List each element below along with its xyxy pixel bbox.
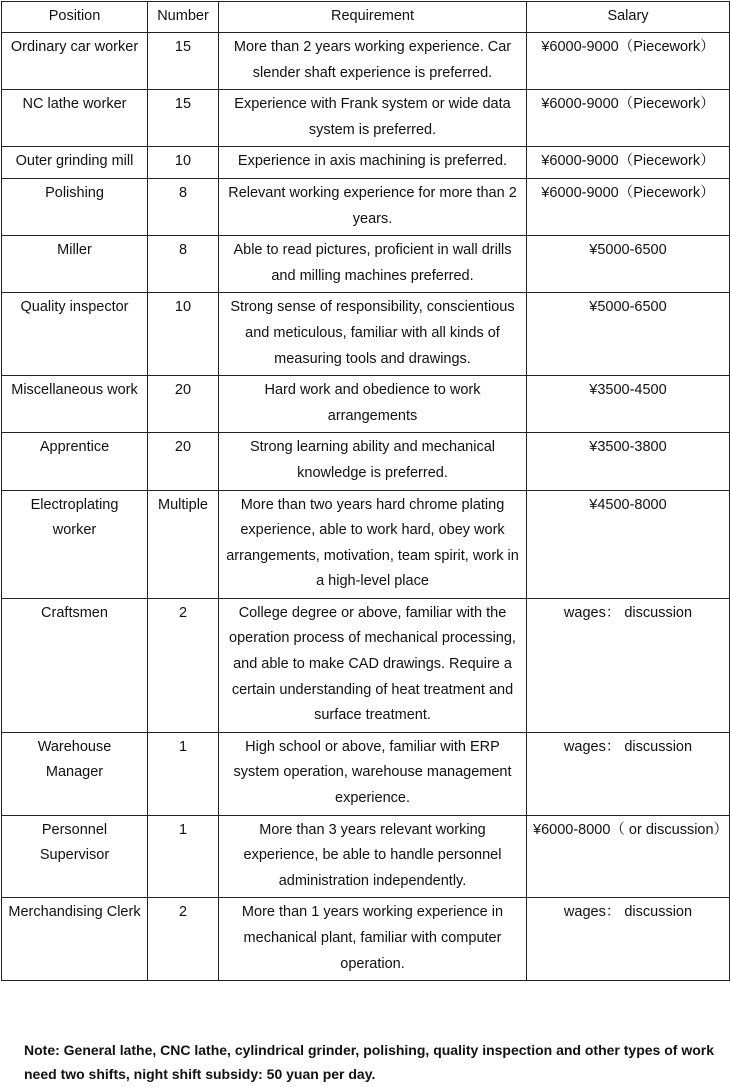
cell-requirement: College degree or above, familiar with the operation process of mechanical processing, and able to make CAD drawings. Require a certain understanding of heat treatment and surface treatment. [219,598,527,732]
cell-salary: ¥5000-6500 [527,293,730,376]
cell-number: 2 [148,898,219,981]
table-row [2,898,730,981]
cell-salary: ¥6000-9000（Piecework） [527,178,730,235]
cell-number: 8 [148,236,219,293]
cell-position: Polishing [2,178,148,235]
cell-requirement: High school or above, familiar with ERP system operation, warehouse management experience. [219,732,527,815]
cell-position: NC lathe worker [2,90,148,147]
table-row [2,598,730,732]
header-requirement: Requirement [219,2,527,33]
cell-position: Warehouse Manager [2,732,148,815]
table-row [2,33,730,90]
cell-position: Quality inspector [2,293,148,376]
table-row [2,815,730,898]
header-number: Number [148,2,219,33]
cell-number: 20 [148,433,219,490]
header-salary: Salary [527,2,730,33]
footnote: Note: General lathe, CNC lathe, cylindrical grinder, polishing, quality inspection and other types of work need two shifts, night shift subsidy: 50 yuan per day. [24,1042,715,1082]
cell-number: 2 [148,598,219,732]
table-row [2,490,730,598]
table-row [2,178,730,235]
cell-salary: ¥6000-9000（Piecework） [527,33,730,90]
cell-salary: ¥6000-9000（Piecework） [527,90,730,147]
cell-position: Merchandising Clerk [2,898,148,981]
cell-number: 8 [148,178,219,235]
cell-salary: ¥3500-3800 [527,433,730,490]
cell-number: 1 [148,732,219,815]
cell-position: Ordinary car worker [2,33,148,90]
table-row [2,293,730,376]
cell-salary: ¥4500-8000 [527,490,730,598]
cell-requirement: Relevant working experience for more than 2 years. [219,178,527,235]
cell-salary: wages： discussion [527,598,730,732]
table-row [2,433,730,490]
cell-requirement: More than 2 years working experience. Car slender shaft experience is preferred. [219,33,527,90]
cell-requirement: More than 1 years working experience in mechanical plant, familiar with computer operation. [219,898,527,981]
job-table [1,1,730,981]
cell-requirement: Experience with Frank system or wide data system is preferred. [219,90,527,147]
cell-number: 10 [148,293,219,376]
cell-position: Apprentice [2,433,148,490]
cell-position: Electroplating worker [2,490,148,598]
cell-position: Craftsmen [2,598,148,732]
cell-salary: wages： discussion [527,898,730,981]
cell-position: Outer grinding mill [2,147,148,179]
cell-salary: ¥6000-9000（Piecework） [527,147,730,179]
cell-requirement: Strong learning ability and mechanical knowledge is preferred. [219,433,527,490]
cell-position: Miscellaneous work [2,376,148,433]
header-position: Position [2,2,148,33]
cell-salary: wages： discussion [527,732,730,815]
cell-requirement: More than two years hard chrome plating experience, able to work hard, obey work arrangements, motivation, team spirit, work in a high-level place [219,490,527,598]
table-row [2,90,730,147]
cell-number: 10 [148,147,219,179]
table-row [2,376,730,433]
cell-requirement: More than 3 years relevant working experience, be able to handle personnel administration independently. [219,815,527,898]
cell-position: Personnel Supervisor [2,815,148,898]
cell-salary: ¥6000-8000（ or discussion） [527,815,730,898]
cell-position: Miller [2,236,148,293]
cell-salary: ¥5000-6500 [527,236,730,293]
cell-number: 15 [148,33,219,90]
cell-number: 1 [148,815,219,898]
cell-requirement: Experience in axis machining is preferred. [219,147,527,179]
header-row [2,2,730,33]
cell-number: 15 [148,90,219,147]
table-row [2,732,730,815]
cell-number: Multiple [148,490,219,598]
cell-salary: ¥3500-4500 [527,376,730,433]
cell-requirement: Hard work and obedience to work arrangements [219,376,527,433]
table-row [2,147,730,179]
cell-number: 20 [148,376,219,433]
cell-requirement: Strong sense of responsibility, conscientious and meticulous, familiar with all kinds of measuring tools and drawings. [219,293,527,376]
table-row [2,236,730,293]
cell-requirement: Able to read pictures, proficient in wall drills and milling machines preferred. [219,236,527,293]
